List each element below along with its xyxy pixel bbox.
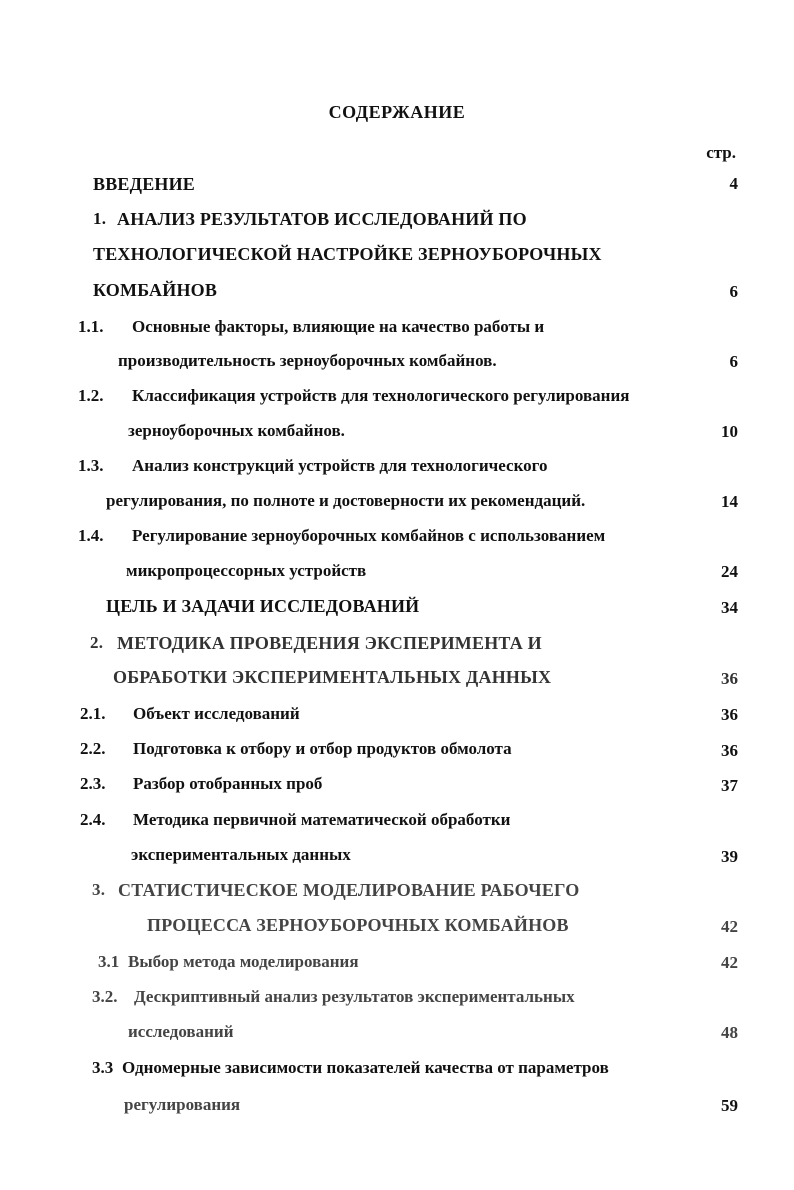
- toc-entry-page: 6: [729, 282, 738, 301]
- toc-entry-line: Дескриптивный анализ результатов экспериментальных: [134, 987, 575, 1006]
- toc-entry-page: 36: [721, 705, 738, 724]
- toc-entry-page: 36: [721, 741, 738, 760]
- toc-entry-number: 1.4.: [78, 526, 104, 545]
- toc-entry-number: 2.2.: [80, 739, 106, 758]
- toc-entry-line: Основные факторы, влияющие на качество работы и: [132, 317, 545, 336]
- toc-entry-number: 3.2.: [92, 987, 118, 1006]
- toc-entry-page: 42: [721, 917, 738, 936]
- toc-entry-number: 2.3.: [80, 774, 106, 793]
- toc-entry-line: ТЕХНОЛОГИЧЕСКОЙ НАСТРОЙКЕ ЗЕРНОУБОРОЧНЫХ: [93, 244, 602, 264]
- page-column-label: стр.: [706, 143, 736, 162]
- toc-entry-line: МЕТОДИКА ПРОВЕДЕНИЯ ЭКСПЕРИМЕНТА И: [117, 633, 542, 653]
- toc-entry-line: регулирования: [124, 1095, 241, 1114]
- toc-entry-number: 3.3: [92, 1058, 114, 1077]
- toc-entry-line: экспериментальных данных: [131, 845, 351, 864]
- toc-entry-page: 14: [721, 492, 738, 511]
- page-title: СОДЕРЖАНИЕ: [328, 102, 466, 122]
- toc-entry-page: 10: [721, 422, 738, 441]
- toc-entry-number: 2.1.: [80, 704, 106, 723]
- toc-entry-line: Классификация устройств для технологического регулирования: [132, 386, 630, 405]
- toc-entry-line: Регулирование зерноуборочных комбайнов с использованием: [132, 526, 606, 545]
- toc-entry-line: Подготовка к отбору и отбор продуктов обмолота: [133, 739, 512, 758]
- toc-entry-page: 6: [729, 352, 738, 371]
- toc-entry-aims-title: ЦЕЛЬ И ЗАДАЧИ ИССЛЕДОВАНИЙ: [106, 596, 420, 616]
- toc-entry-page: 36: [721, 669, 738, 688]
- toc-entry-line: ОБРАБОТКИ ЭКСПЕРИМЕНТАЛЬНЫХ ДАННЫХ: [113, 667, 552, 687]
- toc-entry-line: Разбор отобранных проб: [133, 774, 323, 793]
- toc-entry-page: 39: [721, 847, 738, 866]
- toc-entry-line: регулирования, по полноте и достоверности их рекомендаций.: [106, 491, 586, 510]
- toc-entry-line: Методика первичной математической обработки: [133, 810, 511, 829]
- toc-entry-line: СТАТИСТИЧЕСКОЕ МОДЕЛИРОВАНИЕ РАБОЧЕГО: [118, 880, 580, 900]
- toc-entry-number: 3.: [92, 880, 106, 899]
- toc-entry-line: КОМБАЙНОВ: [93, 280, 218, 300]
- toc-entry-line: АНАЛИЗ РЕЗУЛЬТАТОВ ИССЛЕДОВАНИЙ ПО: [117, 209, 527, 229]
- toc-entry-line: Анализ конструкций устройств для технологического: [132, 456, 548, 475]
- toc-entry-page: 37: [721, 776, 738, 795]
- toc-entry-line: Объект исследований: [133, 704, 300, 723]
- toc-entry-page: 4: [729, 174, 738, 193]
- toc-entry-line: зерноуборочных комбайнов.: [128, 421, 345, 440]
- toc-entry-page: 24: [721, 562, 738, 581]
- toc-entry-number: 1.: [93, 209, 107, 228]
- toc-entry-number: 1.3.: [78, 456, 104, 475]
- toc-entry-number: 3.1: [98, 952, 120, 971]
- toc-entry-number: 1.2.: [78, 386, 104, 405]
- toc-entry-line: Одномерные зависимости показателей качества от параметров: [122, 1058, 609, 1077]
- toc-entry-page: 48: [721, 1023, 738, 1042]
- toc-entry-line: производительность зерноуборочных комбайнов.: [118, 351, 497, 370]
- toc-entry-line: микропроцессорных устройств: [126, 561, 367, 580]
- toc-entry-number: 2.4.: [80, 810, 106, 829]
- toc-entry-page: 42: [721, 953, 738, 972]
- toc-entry-line: Выбор метода моделирования: [128, 952, 359, 971]
- toc-entry-line: исследований: [128, 1022, 234, 1041]
- toc-entry-line: ПРОЦЕССА ЗЕРНОУБОРОЧНЫХ КОМБАЙНОВ: [147, 915, 569, 935]
- toc-entry-number: 1.1.: [78, 317, 104, 336]
- toc-entry-page: 34: [721, 598, 738, 617]
- toc-entry-intro-title: ВВЕДЕНИЕ: [93, 174, 196, 194]
- toc-entry-page: 59: [721, 1096, 738, 1115]
- toc-entry-number: 2.: [90, 633, 104, 652]
